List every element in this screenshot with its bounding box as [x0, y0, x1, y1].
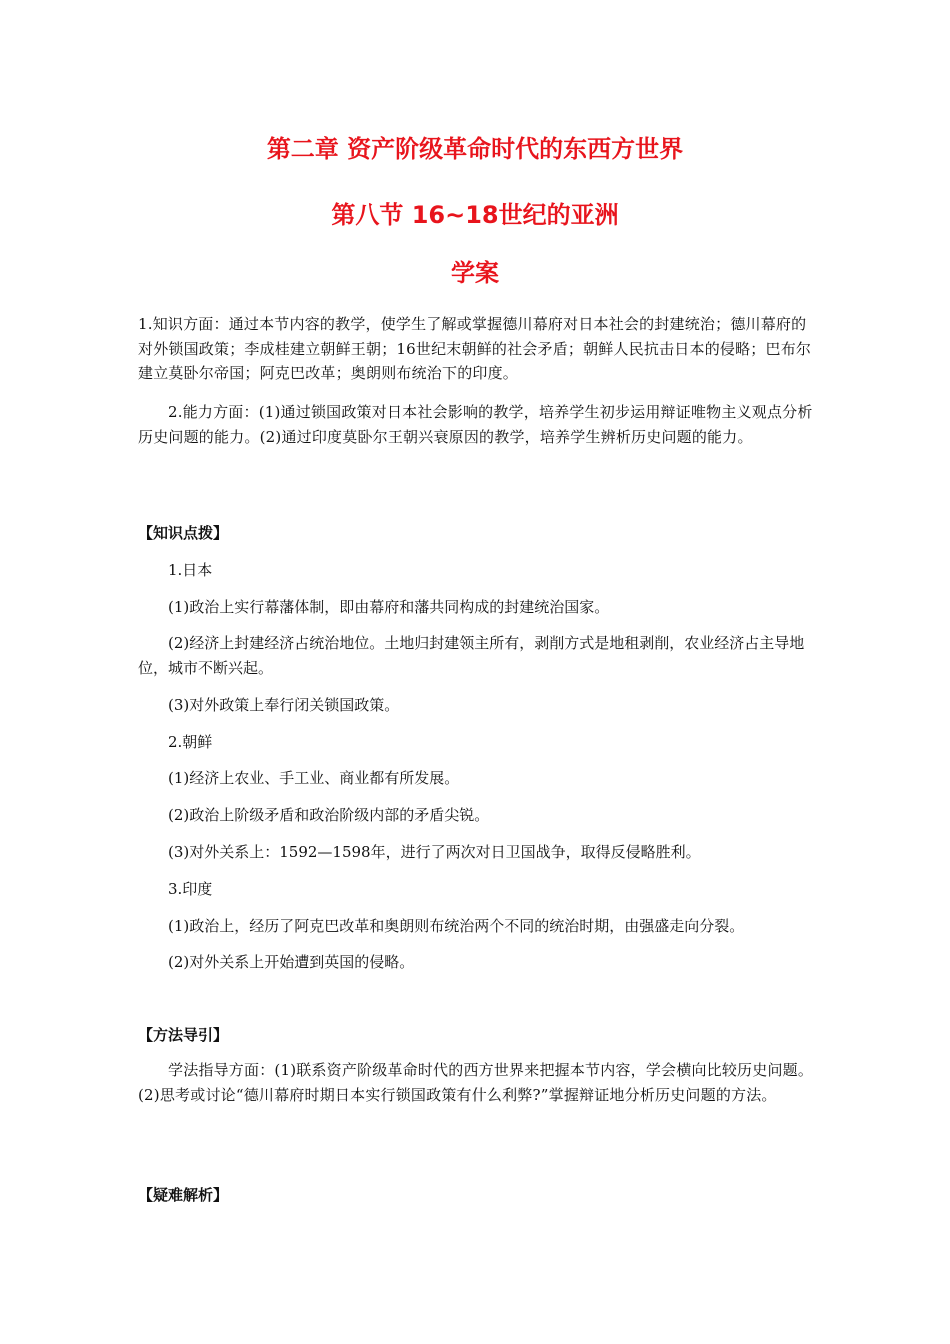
- japan-point-3: (3)对外政策上奉行闭关锁国政策。: [168, 696, 400, 714]
- korea-title: 2.朝鲜: [168, 733, 213, 751]
- difficulty-analysis-heading: 【疑难解析】: [138, 1186, 229, 1204]
- japan-point-2: (2)经济上封建经济占统治地位。土地归封建领主所有，剥削方式是地租剥削，农业经济占主导地位，城市不断兴起。: [138, 634, 805, 677]
- method-guide-heading: 【方法导引】: [138, 1026, 229, 1044]
- korea-point-2: (2)政治上阶级矛盾和政治阶级内部的矛盾尖锐。: [168, 806, 490, 824]
- korea-point-3: (3)对外关系上：1592—1598年，进行了两次对日卫国战争，取得反侵略胜利。: [168, 843, 701, 861]
- india-point-1: (1)政治上，经历了阿克巴改革和奥朗则布统治两个不同的统治时期，由强盛走向分裂。: [168, 917, 745, 935]
- chapter-title: 第二章 资产阶级革命时代的东西方世界: [266, 135, 684, 163]
- doc-type-title: 学案: [451, 259, 499, 287]
- section-title: 第八节 16~18世纪的亚洲: [331, 201, 619, 229]
- japan-point-1: (1)政治上实行幕藩体制，即由幕府和藩共同构成的封建统治国家。: [168, 598, 610, 616]
- india-point-2: (2)对外关系上开始遭到英国的侵略。: [168, 953, 415, 971]
- japan-title: 1.日本: [168, 561, 213, 579]
- objective-knowledge: 1.知识方面：通过本节内容的教学，使学生了解或掌握德川幕府对日本社会的封建统治；德川幕府的对外锁国政策；李成桂建立朝鲜王朝；16世纪末朝鲜的社会矛盾；朝鲜人民抗击日本的侵略；巴布尔建立莫卧尔帝国；阿克巴改革；奥朗则布统治下的印度。: [138, 315, 812, 382]
- objective-ability: 2.能力方面：(1)通过锁国政策对日本社会影响的教学，培养学生初步运用辩证唯物主义观点分析历史问题的能力。(2)通过印度莫卧尔王朝兴衰原因的教学，培养学生辨析历史问题的能力。: [138, 403, 813, 446]
- india-title: 3.印度: [168, 880, 213, 898]
- knowledge-points-heading: 【知识点拨】: [138, 524, 229, 542]
- korea-point-1: (1)经济上农业、手工业、商业都有所发展。: [168, 769, 460, 787]
- method-guide-text: 学法指导方面：(1)联系资产阶级革命时代的西方世界来把握本节内容，学会横向比较历史问题。(2)思考或讨论“德川幕府时期日本实行锁国政策有什么利弊?”掌握辩证地分析历史问题的方法。: [138, 1061, 814, 1104]
